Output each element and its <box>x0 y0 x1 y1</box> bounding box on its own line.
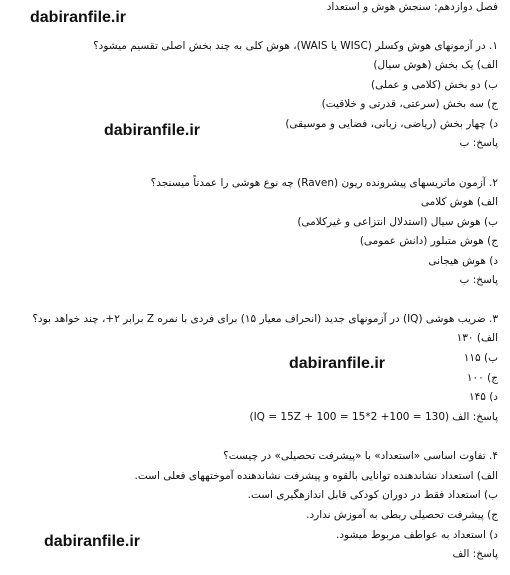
watermark-bottom-left: dabiranfile.ir <box>44 533 141 550</box>
question-2-option-d: د) هوش هیجانی <box>428 255 498 267</box>
watermark-top-left: dabiranfile.ir <box>30 9 127 26</box>
question-4-answer: پاسخ: الف <box>452 548 498 560</box>
question-4-text: ۴. تفاوت اساسی «استعداد» با «پیشرفت تحصیلی» در چیست؟ <box>223 450 498 462</box>
question-4-option-a: الف) استعداد نشاندهنده توانایی بالقوه و پیشرفت نشاندهنده آموختههای فعلی است. <box>134 470 498 482</box>
question-2-option-c: ج) هوش متبلور (دانش عمومی) <box>359 235 498 247</box>
question-2-text: ۲. آزمون ماتریسهای پیشرونده ریون (Raven) چه نوع هوشی را عمدتاً میسنجد؟ <box>150 177 498 189</box>
question-2-option-a: الف) هوش کلامی <box>420 196 498 208</box>
question-4-option-d: د) استعداد به عواطف مربوط میشود. <box>336 529 498 541</box>
question-3-option-c: ج) ۱۰۰ <box>466 372 498 384</box>
question-4-option-c: ج) پیشرفت تحصیلی ربطی به آموزش ندارد. <box>306 509 498 521</box>
question-1-text: ۱. در آزمونهای هوش وکسلر (WISC یا WAIS)، هوش کلی به چند بخش اصلی تقسیم میشود؟ <box>93 40 498 52</box>
question-3-option-a: الف) ۱۳۰ <box>456 332 498 344</box>
chapter-heading: فصل دوازدهم: سنجش هوش و استعداد <box>326 1 498 13</box>
question-1-option-c: ج) سه بخش (سرعتی، قدرتی و خلاقیت) <box>321 98 498 110</box>
question-3-answer: پاسخ: الف (130 = 100+ 2*15 = IQ = 15Z + 100) <box>249 411 498 423</box>
question-1-option-a: الف) یک بخش (هوش سیال) <box>373 59 498 71</box>
question-2-answer: پاسخ: ب <box>459 274 498 286</box>
question-3-text: ۳. ضریب هوشی (IQ) در آزمونهای جدید (انحراف معیار ۱۵) برای فردی با نمره Z برابر ۲+، چند خواهد بود؟ <box>32 313 498 325</box>
question-3-option-b: ب) ۱۱۵ <box>463 352 498 364</box>
question-4-option-b: ب) استعداد فقط در دوران کودکی قابل اندازهگیری است. <box>247 489 498 501</box>
question-1-answer: پاسخ: ب <box>459 137 498 149</box>
watermark-middle-right: dabiranfile.ir <box>289 355 386 372</box>
question-3-option-d: د) ۱۴۵ <box>468 391 498 403</box>
question-1-option-b: ب) دو بخش (کلامی و عملی) <box>371 79 498 91</box>
question-1-option-d: د) چهار بخش (ریاضی، زبانی، فضایی و موسیقی) <box>285 118 498 130</box>
question-2-option-b: ب) هوش سیال (استدلال انتزاعی و غیرکلامی) <box>297 216 498 228</box>
watermark-upper-middle: dabiranfile.ir <box>104 122 201 139</box>
